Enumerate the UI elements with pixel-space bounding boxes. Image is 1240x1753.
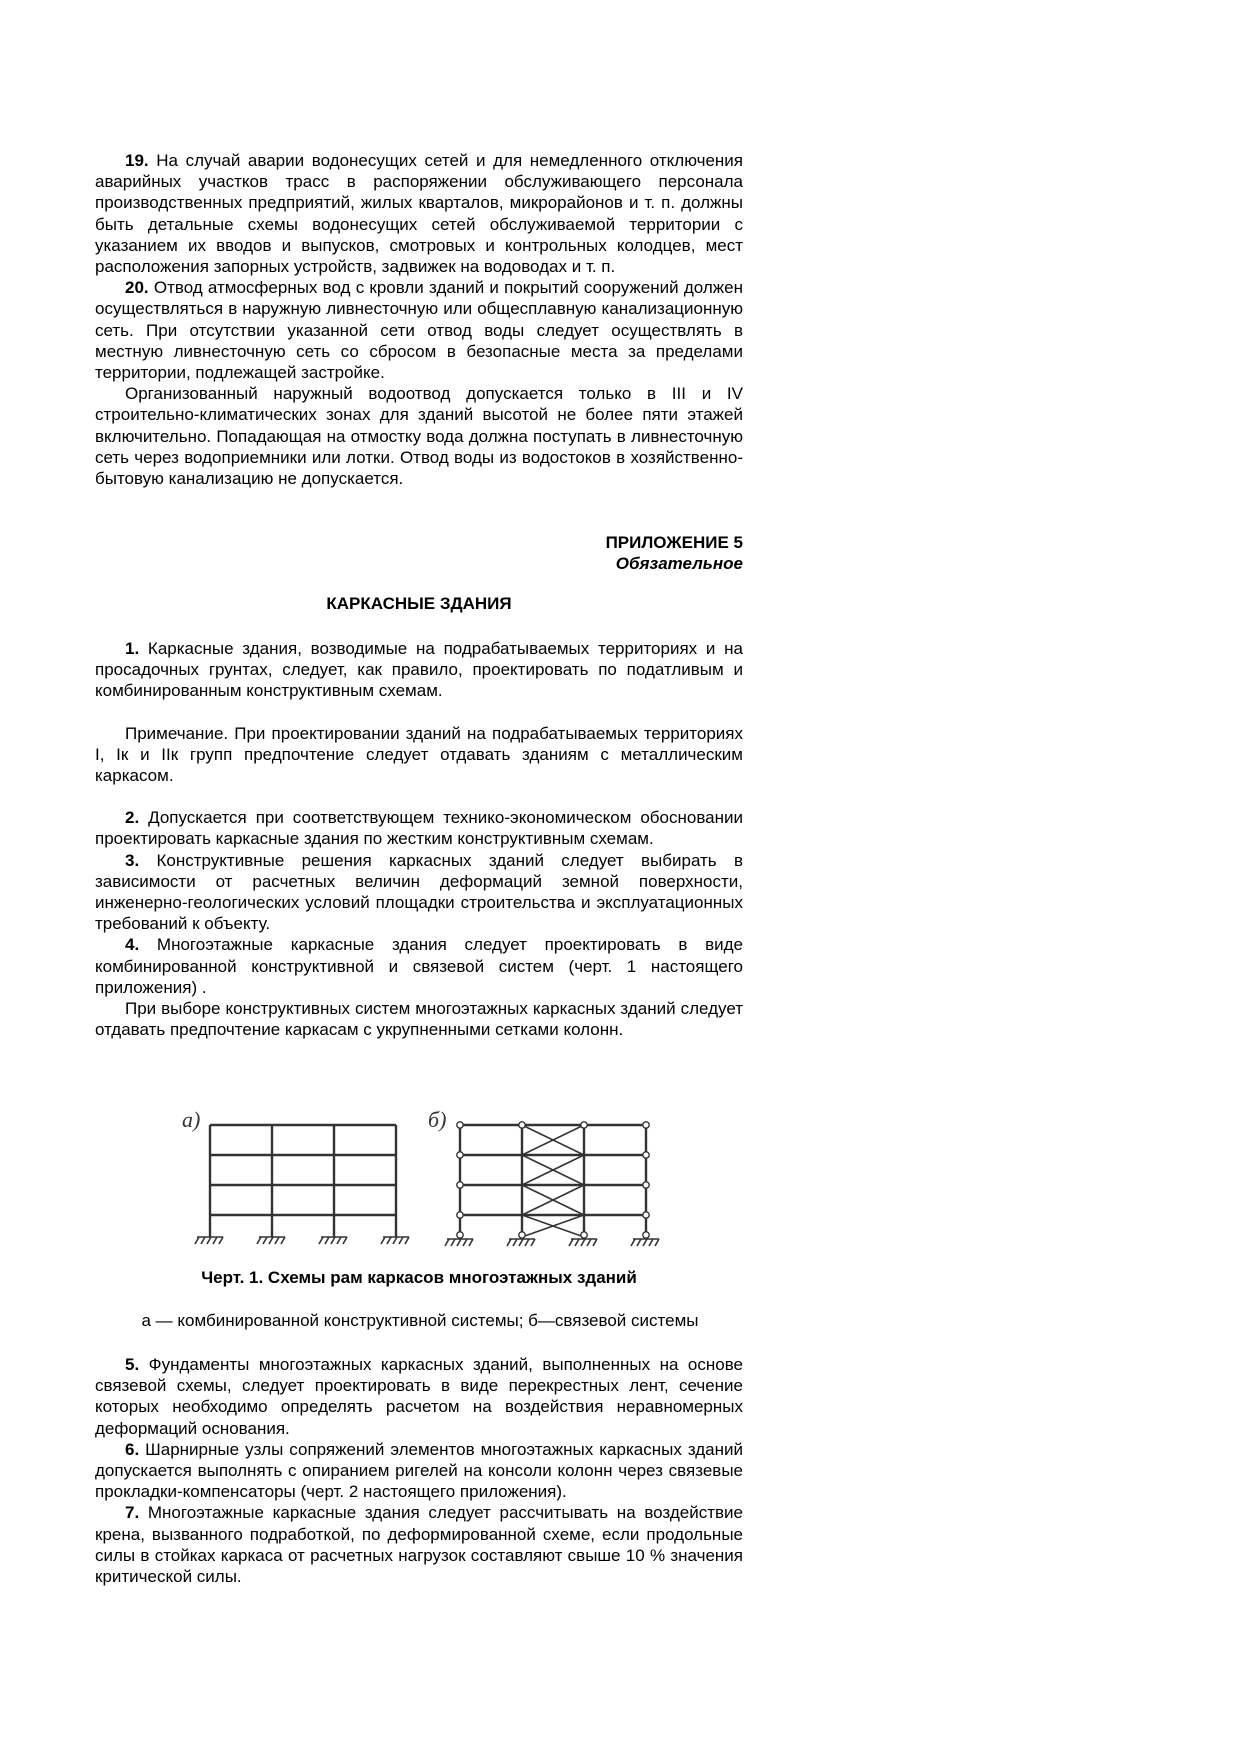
section-middle <box>95 638 743 1040</box>
clause-number: 6. <box>125 1439 140 1459</box>
clause-3 <box>95 850 743 935</box>
paragraph-20-continued: Организованный наружный водоотвод допускается только в III и IV строительно-климатических зонах для зданий высотой не более пяти этажей включительно. Попадающая на отмостку вода должна поступать в ливнесточную сеть через водоприемники или лотки. Отвод воды из водостоков в хозяйственно-бытовую канализацию не допускается. <box>95 384 743 489</box>
clause-number: 1. <box>125 639 140 658</box>
figure-label-b: б) <box>428 1107 447 1132</box>
clause-6 <box>95 1439 743 1503</box>
paragraph-number: 20. <box>125 278 149 298</box>
appendix-status: Обязательное <box>615 554 743 573</box>
clause-1 <box>95 638 743 702</box>
clause-text: Шарнирные узлы сопряжений элементов многоэтажных каркасных зданий допускается выполнять с опиранием ригелей на консоли колонн через связевые прокладки-компенсаторы (черт. 2 настоящего приложения). <box>95 1439 743 1502</box>
appendix-number: ПРИЛОЖЕНИЕ 5 <box>605 533 743 552</box>
section-top <box>95 150 743 489</box>
clause-4 <box>95 934 743 998</box>
frame-schemes-figure <box>170 1105 670 1255</box>
clause-number: 2. <box>125 808 140 828</box>
paragraph-number: 19. <box>125 151 149 170</box>
section-title: КАРКАСНЫЕ ЗДАНИЯ <box>326 594 512 613</box>
figure-caption: Черт. 1. Схемы рам каркасов многоэтажных зданий <box>201 1268 637 1287</box>
paragraph-20 <box>95 277 743 383</box>
figure-legend: а — комбинированной конструктивной системы; б—связевой системы <box>141 1311 699 1330</box>
clause-text: Фундаменты многоэтажных каркасных зданий, выполненных на основе связевой схемы, следует проектировать в виде перекрестных лент, сечение которых необходимо определять расчетом на воздействия неравномерных деформаций основания. <box>95 1355 743 1438</box>
clause-text: Допускается при соответствующем технико-экономическом обосновании проектировать каркасные здания по жестким конструктивным схемам. <box>95 808 743 849</box>
clause-text: Многоэтажные каркасные здания следует рассчитывать на воздействие крена, вызванного подработкой, по деформированной схеме, если продольные силы в стойках каркаса от расчетных нагрузок составляют свыше 10 % значения критической силы. <box>95 1503 743 1587</box>
clause-4-continued: При выборе конструктивных систем многоэтажных каркасных зданий следует отдавать предпочтение каркасам с укрупненными сетками колонн. <box>95 999 743 1040</box>
figure-label-a: а) <box>182 1107 201 1132</box>
clause-number: 5. <box>125 1355 140 1374</box>
clause-number: 4. <box>125 935 140 955</box>
note: Примечание. При проектировании зданий на подрабатываемых территориях I, Iк и IIк групп предпочтение следует отдавать зданиям с металлическим каркасом. <box>95 723 743 786</box>
clause-text: Конструктивные решения каркасных зданий следует выбирать в зависимости от расчетных величин деформаций земной поверхности, инженерно-геологических условий площадки строительства и эксплуатационных требований к объекту. <box>95 850 743 934</box>
clause-number: 3. <box>125 850 140 870</box>
paragraph-text: На случай аварии водонесущих сетей и для немедленного отключения аварийных участков трасс в распоряжении обслуживающего персонала производственных предприятий, жилых кварталов, микрорайонов и т. п. должны быть детальные схемы водонесущих сетей обслуживаемой территории с указанием их вводов и выпусков, смотровых и контрольных колодцев, мест расположения запорных устройств, задвижек на водоводах и т. п. <box>95 151 743 277</box>
clause-number: 7. <box>125 1503 140 1523</box>
paragraph-text: Отвод атмосферных вод с кровли зданий и покрытий сооружений должен осуществляться в наружную ливнесточную или общесплавную канализационную сеть. При отсутствии указанной сети отвод воды следует осуществлять в местную ливнесточную сеть со сбросом в безопасные места за пределами территории, подлежащей застройке. <box>95 278 743 383</box>
clause-7 <box>95 1502 743 1587</box>
paragraph-19 <box>95 150 743 277</box>
clause-text: Каркасные здания, возводимые на подрабатываемых территориях и на просадочных грунтах, следует, как правило, проектировать по податливым и комбинированным конструктивным схемам. <box>95 639 743 701</box>
appendix-label <box>606 532 743 574</box>
clause-5 <box>95 1354 743 1439</box>
clause-2 <box>95 807 743 849</box>
clause-text: Многоэтажные каркасные здания следует проектировать в виде комбинированной конструктивной и связевой систем (черт. 1 настоящего приложения) . <box>95 935 743 997</box>
section-bottom <box>95 1354 743 1587</box>
